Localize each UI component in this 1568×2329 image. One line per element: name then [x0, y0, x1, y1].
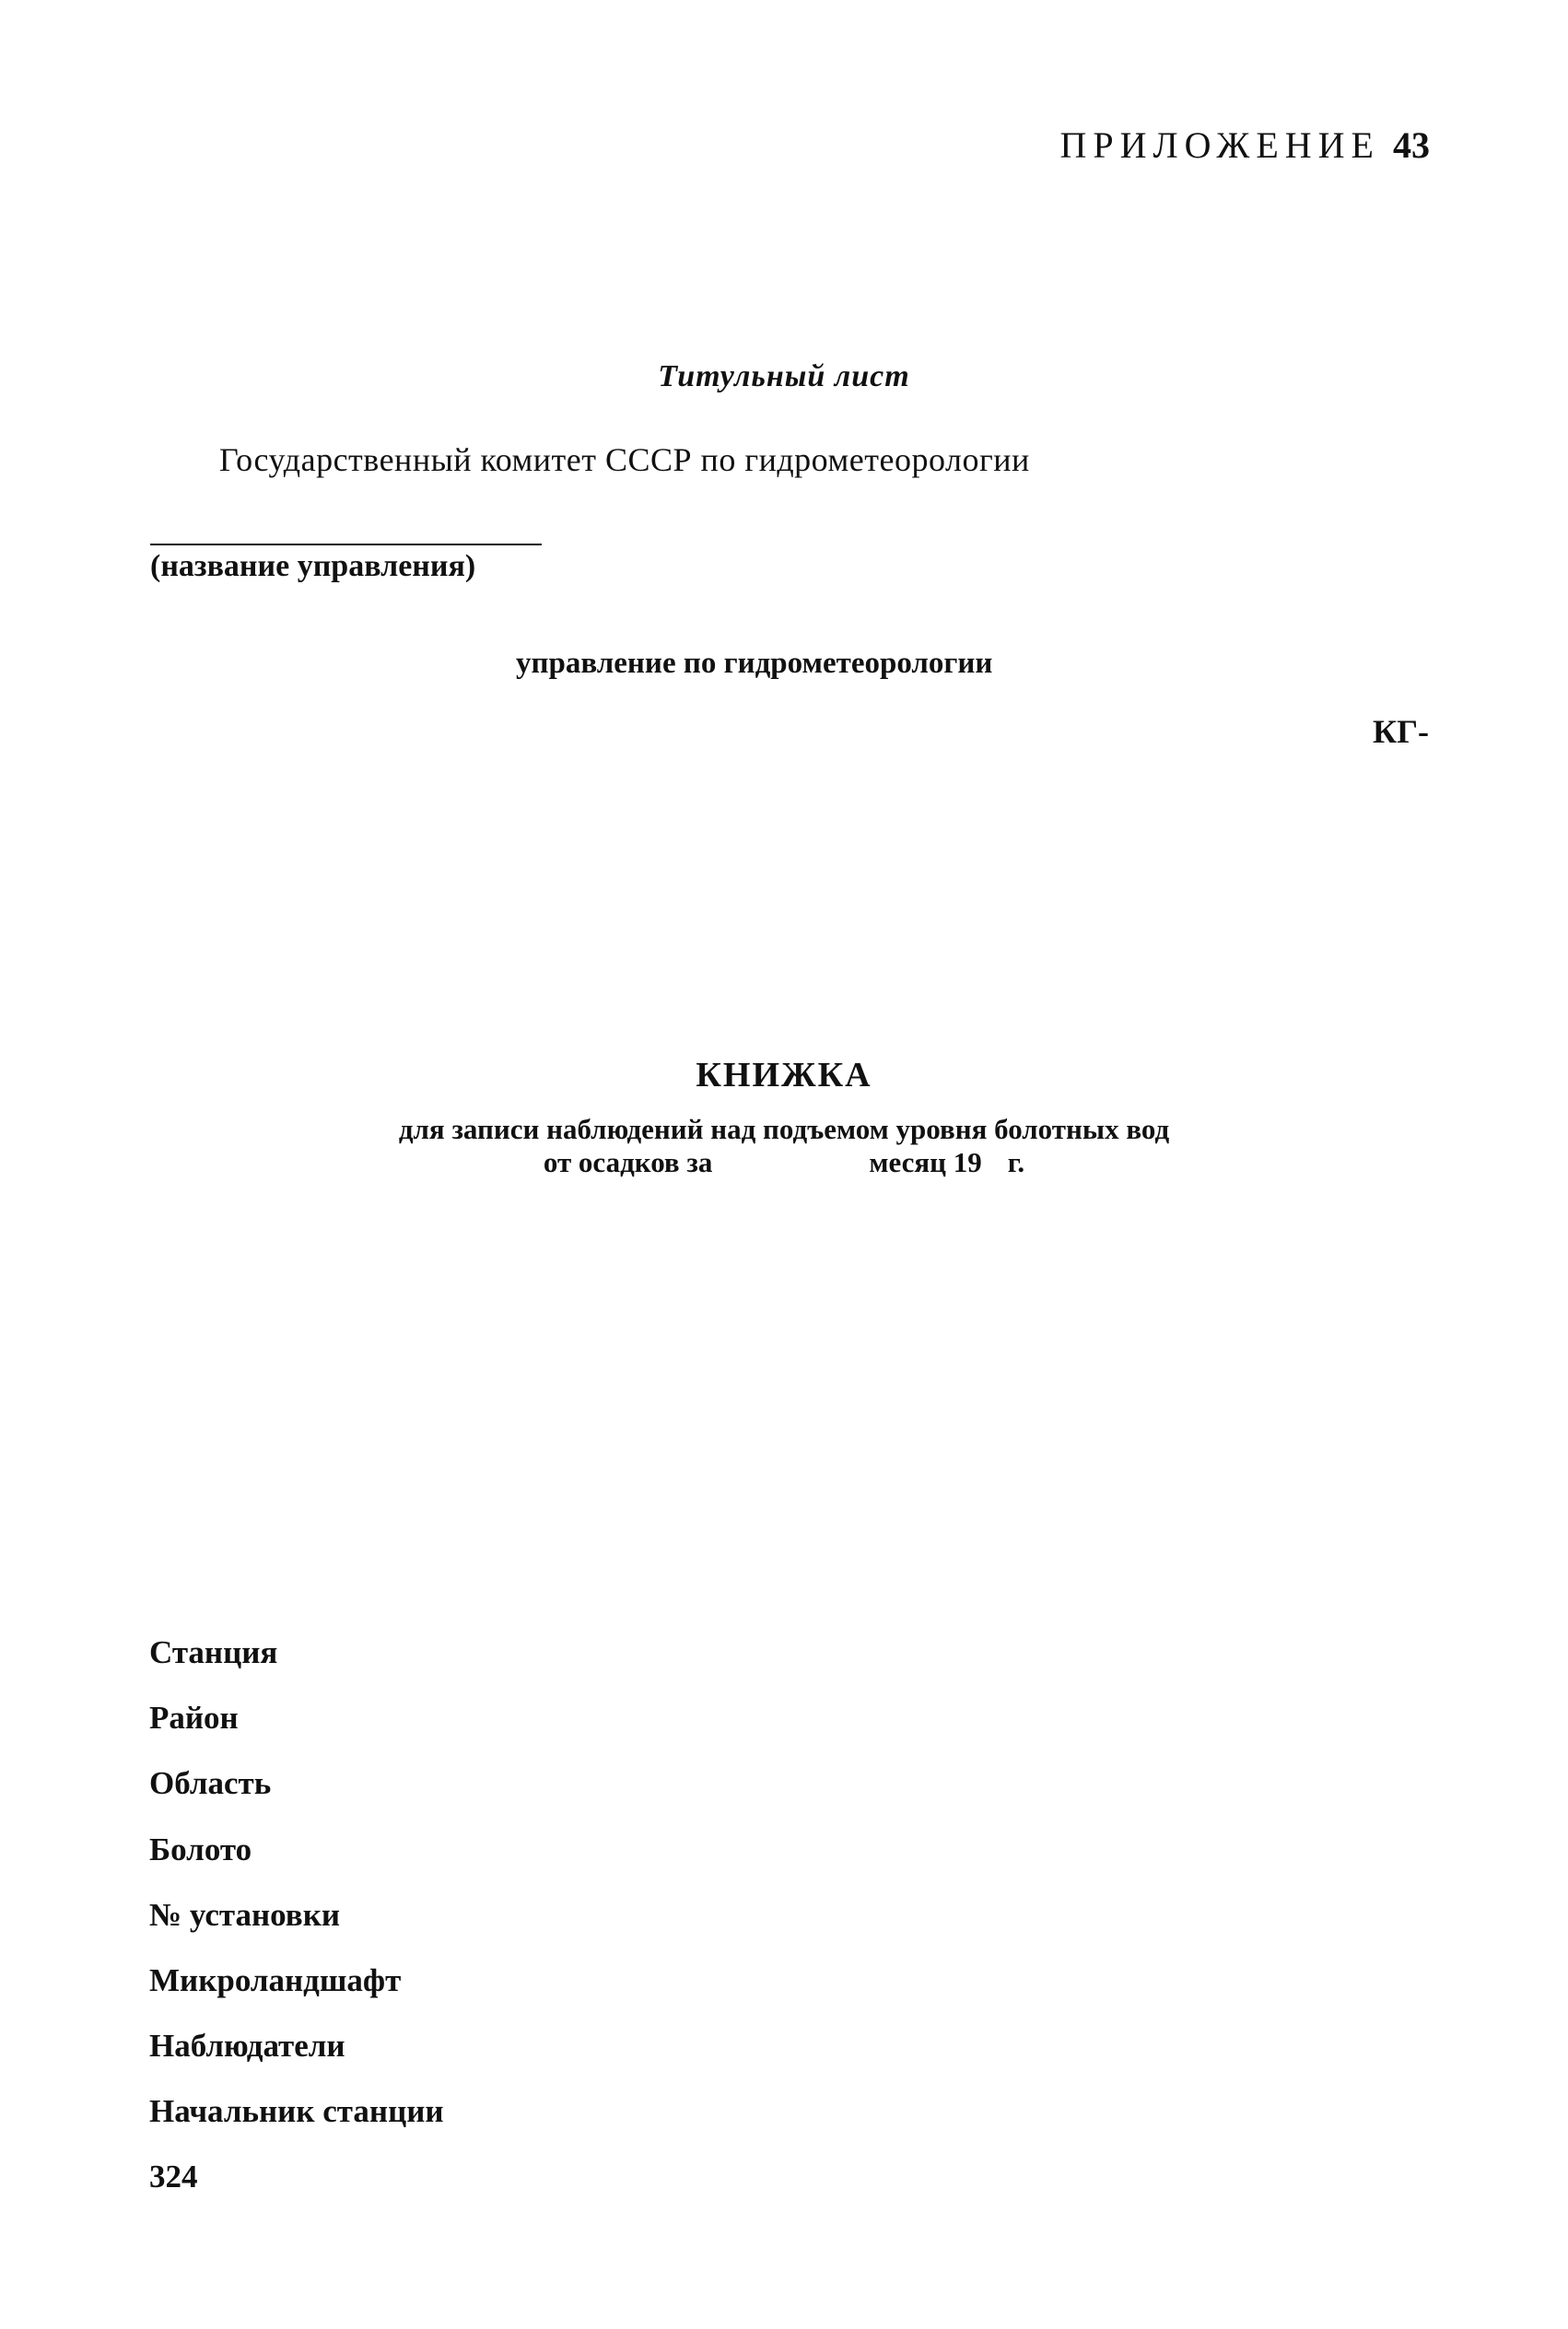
subtitle-year-suffix: г. [1007, 1146, 1025, 1178]
book-subtitle-line-1: для записи наблюдений над подъемом уровня болотных вод [398, 1113, 1170, 1145]
committee-name: Государственный комитет СССР по гидрометеорологии [219, 441, 1030, 478]
field-station-head: Начальник станции [149, 2093, 444, 2129]
admin-suffix: управление по гидрометеорологии [516, 647, 993, 680]
field-district: Район [149, 1700, 239, 1736]
field-bog: Болото [149, 1832, 252, 1867]
admin-name-caption: (название управления) [150, 549, 476, 583]
field-microlandscape: Микроландшафт [149, 1962, 402, 1998]
page-number: 324 [149, 2159, 198, 2194]
subtitle-month-year: месяц 19 [869, 1146, 982, 1178]
form-code: КГ- [1373, 713, 1429, 750]
book-title: КНИЖКА [696, 1056, 872, 1094]
book-subtitle-line-2 [0, 1146, 1568, 1179]
field-installation-number: № установки [149, 1897, 341, 1933]
field-region: Область [149, 1765, 272, 1801]
field-station: Станция [149, 1634, 278, 1670]
subtitle-period-prefix: от осадков за [543, 1146, 713, 1178]
field-observers: Наблюдатели [149, 2028, 345, 2064]
appendix-label: ПРИЛОЖЕНИЕ [1059, 124, 1380, 166]
sheet-title: Титульный лист [658, 359, 910, 393]
appendix-number: 43 [1393, 124, 1430, 166]
admin-name-blank-line [150, 544, 542, 545]
appendix-heading [1059, 123, 1430, 167]
